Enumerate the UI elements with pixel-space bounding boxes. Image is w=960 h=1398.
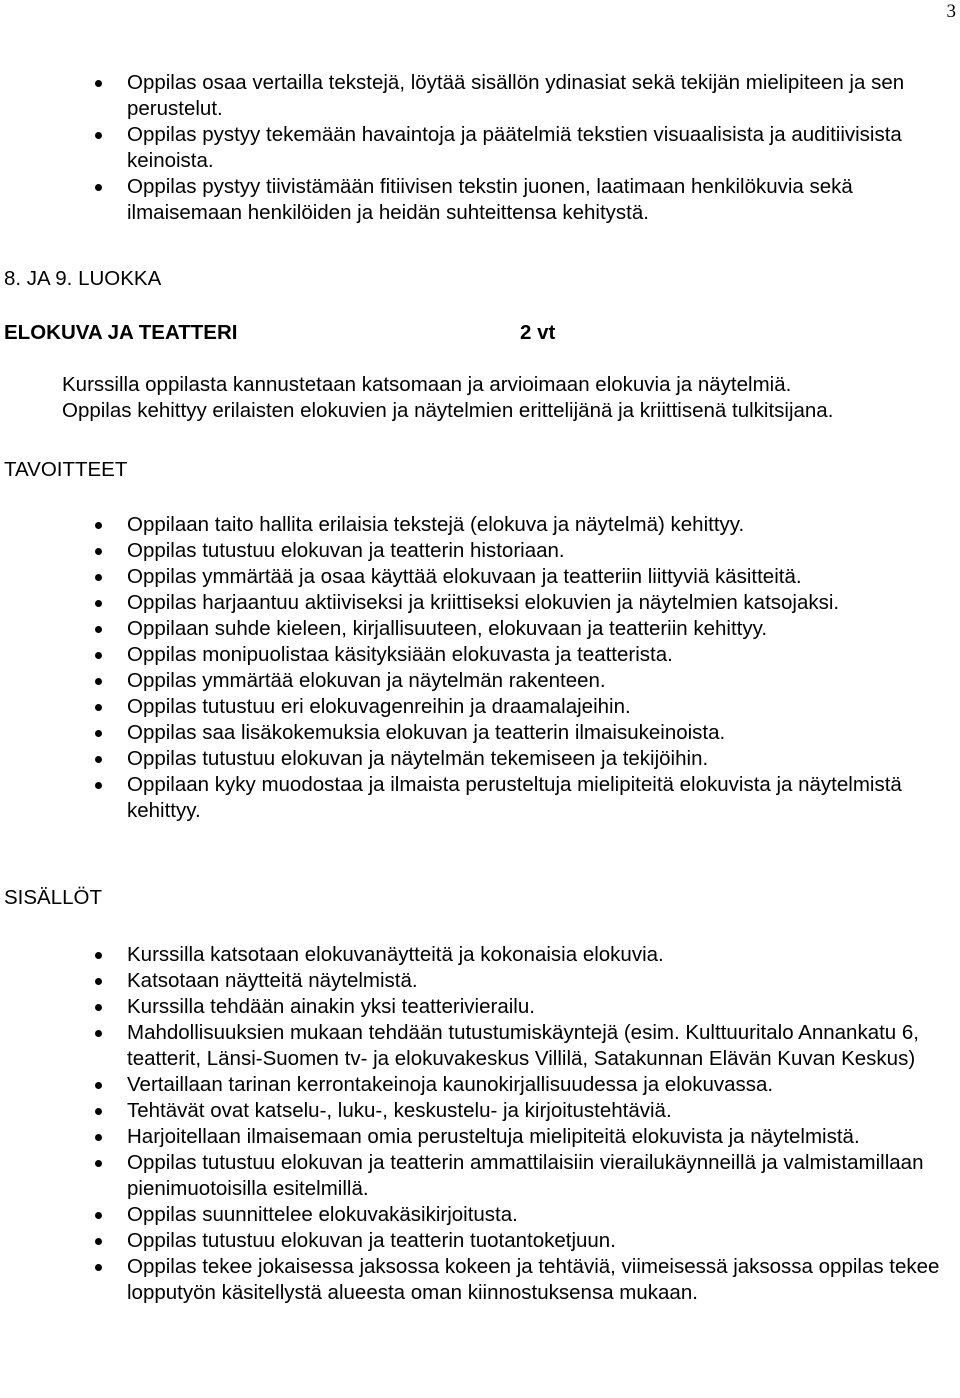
course-hours: 2 vt bbox=[520, 321, 556, 344]
list-item: Oppilas harjaantuu aktiiviseksi ja kriittiseksi elokuvien ja näytelmien katsojaksi. bbox=[0, 590, 947, 616]
page-number: 3 bbox=[946, 1, 956, 22]
list-item: Harjoitellaan ilmaisemaan omia perusteltuja mielipiteitä elokuvista ja näytelmistä. bbox=[0, 1124, 947, 1150]
list-item: Oppilas pystyy tiivistämään fitiivisen tekstin juonen, laatimaan henkilökuvia sekä ilmaisemaan henkilöiden ja heidän suhteittensa kehitystä. bbox=[0, 174, 947, 226]
list-item: Oppilas tekee jokaisessa jaksossa kokeen ja tehtäviä, viimeisessä jaksossa oppilas tekee lopputyön käsitellystä alueesta oman kiinnostuksensa mukaan. bbox=[0, 1254, 947, 1306]
list-item: Tehtävät ovat katselu-, luku-, keskustelu- ja kirjoitustehtäviä. bbox=[0, 1098, 947, 1124]
list-item: Oppilas ymmärtää elokuvan ja näytelmän rakenteen. bbox=[0, 668, 947, 694]
list-item: Kurssilla tehdään ainakin yksi teatterivierailu. bbox=[0, 994, 947, 1020]
list-item: Oppilaan suhde kieleen, kirjallisuuteen, elokuvaan ja teatteriin kehittyy. bbox=[0, 616, 947, 642]
intro-line: Kurssilla oppilasta kannustetaan katsomaan ja arvioimaan elokuvia ja näytelmiä. bbox=[62, 373, 792, 396]
list-item: Oppilas monipuolistaa käsityksiään elokuvasta ja teatterista. bbox=[0, 642, 947, 668]
list-item: Oppilaan kyky muodostaa ja ilmaista perusteltuja mielipiteitä elokuvista ja näytelmistä kehittyy. bbox=[0, 772, 947, 824]
contents-list bbox=[0, 942, 947, 1306]
list-item: Oppilas tutustuu elokuvan ja näytelmän tekemiseen ja tekijöihin. bbox=[0, 746, 947, 772]
course-intro bbox=[62, 372, 957, 424]
list-item: Oppilaan taito hallita erilaisia tekstejä (elokuva ja näytelmä) kehittyy. bbox=[0, 512, 947, 538]
course-title: ELOKUVA JA TEATTERI bbox=[4, 321, 238, 344]
grade-heading: 8. JA 9. LUOKKA bbox=[4, 267, 162, 290]
list-item: Oppilas tutustuu elokuvan ja teatterin tuotantoketjuun. bbox=[0, 1228, 947, 1254]
list-item: Vertaillaan tarinan kerrontakeinoja kaunokirjallisuudessa ja elokuvassa. bbox=[0, 1072, 947, 1098]
top-bullet-list bbox=[0, 70, 947, 226]
list-item: Oppilas ymmärtää ja osaa käyttää elokuvaan ja teatteriin liittyviä käsitteitä. bbox=[0, 564, 947, 590]
list-item: Oppilas pystyy tekemään havaintoja ja päätelmiä tekstien visuaalisista ja auditiivisista keinoista. bbox=[0, 122, 947, 174]
list-item: Oppilas tutustuu eri elokuvagenreihin ja draamalajeihin. bbox=[0, 694, 947, 720]
intro-line: Oppilas kehittyy erilaisten elokuvien ja näytelmien erittelijänä ja kriittisenä tulkitsijana. bbox=[62, 399, 834, 422]
list-item: Oppilas suunnittelee elokuvakäsikirjoitusta. bbox=[0, 1202, 947, 1228]
contents-heading: SISÄLLÖT bbox=[4, 886, 102, 909]
list-item: Mahdollisuuksien mukaan tehdään tutustumiskäyntejä (esim. Kulttuuritalo Annankatu 6, teatterit, Länsi-Suomen tv- ja elokuvakeskus Villilä, Satakunnan Elävän Kuvan Keskus) bbox=[0, 1020, 947, 1072]
list-item: Oppilas tutustuu elokuvan ja teatterin ammattilaisiin vierailukäynneillä ja valmistamillaan pienimuotoisilla esitelmillä. bbox=[0, 1150, 947, 1202]
list-item: Oppilas osaa vertailla tekstejä, löytää sisällön ydinasiat sekä tekijän mielipiteen ja sen perustelut. bbox=[0, 70, 947, 122]
list-item: Katsotaan näytteitä näytelmistä. bbox=[0, 968, 947, 994]
goals-list bbox=[0, 512, 947, 824]
goals-heading: TAVOITTEET bbox=[4, 458, 128, 481]
list-item: Oppilas saa lisäkokemuksia elokuvan ja teatterin ilmaisukeinoista. bbox=[0, 720, 947, 746]
list-item: Kurssilla katsotaan elokuvanäytteitä ja kokonaisia elokuvia. bbox=[0, 942, 947, 968]
list-item: Oppilas tutustuu elokuvan ja teatterin historiaan. bbox=[0, 538, 947, 564]
